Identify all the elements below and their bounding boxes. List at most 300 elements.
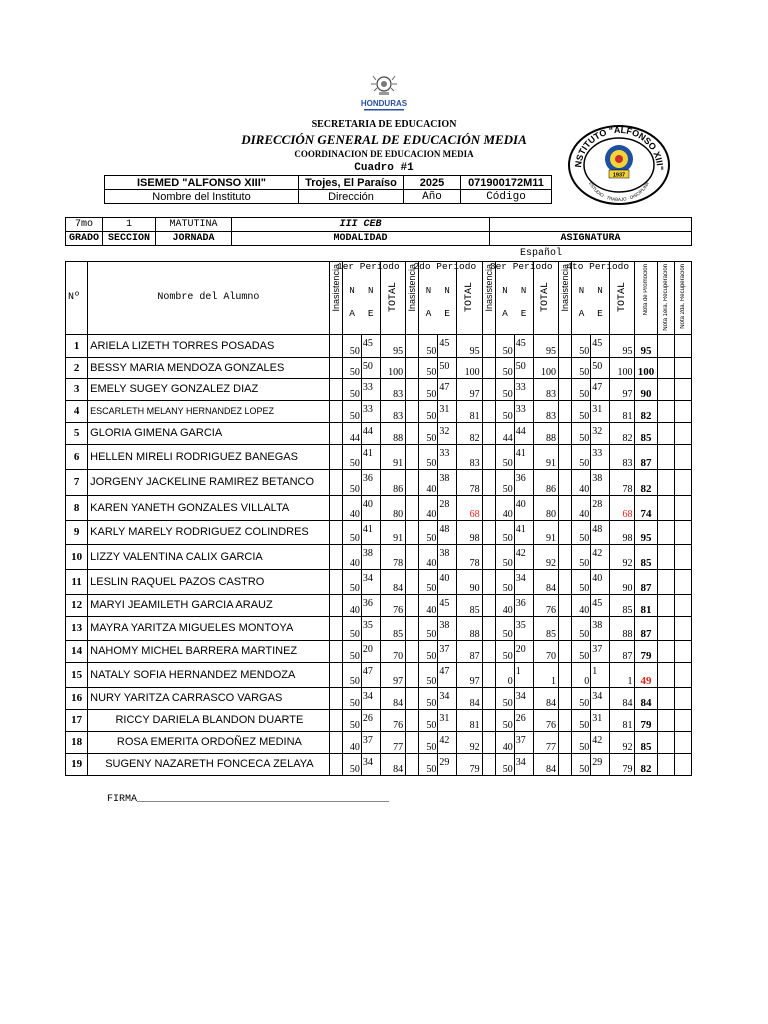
examen-cell: 47 bbox=[591, 378, 610, 400]
total-cell: 80 bbox=[380, 495, 405, 520]
examen-cell: 50 bbox=[438, 357, 457, 378]
label-asignatura: ASIGNATURA bbox=[490, 232, 692, 246]
examen-cell: 31 bbox=[591, 400, 610, 422]
inasistencia-cell bbox=[406, 594, 419, 616]
recuperacion-1-cell bbox=[657, 334, 674, 357]
examen-cell: 35 bbox=[514, 616, 533, 640]
acumulativo-cell: 50 bbox=[342, 378, 361, 400]
grado-value: 7mo bbox=[66, 218, 103, 232]
inasistencia-cell bbox=[559, 357, 572, 378]
inasistencia-cell bbox=[482, 334, 495, 357]
total-cell: 78 bbox=[457, 544, 482, 569]
examen-cell: 20 bbox=[361, 640, 380, 662]
total-cell: 81 bbox=[610, 709, 635, 731]
recuperacion-1-cell bbox=[657, 378, 674, 400]
col-total-2: TOTAL bbox=[457, 262, 482, 335]
subject-label: Español bbox=[520, 248, 563, 259]
acumulativo-cell: 50 bbox=[342, 616, 361, 640]
acumulativo-cell: 0 bbox=[572, 662, 591, 687]
acumulativo-cell: 50 bbox=[419, 444, 438, 469]
acumulativo-cell: 50 bbox=[572, 616, 591, 640]
total-cell: 97 bbox=[457, 378, 482, 400]
acumulativo-cell: 50 bbox=[572, 753, 591, 775]
total-cell: 98 bbox=[610, 520, 635, 544]
examen-cell: 45 bbox=[514, 334, 533, 357]
recuperacion-2-cell bbox=[674, 444, 691, 469]
inasistencia-cell bbox=[406, 662, 419, 687]
inasistencia-cell bbox=[406, 731, 419, 753]
inasistencia-cell bbox=[329, 709, 342, 731]
row-number: 4 bbox=[66, 400, 88, 422]
promocion-cell: 49 bbox=[635, 662, 657, 687]
total-cell: 92 bbox=[457, 731, 482, 753]
acumulativo-cell: 50 bbox=[419, 400, 438, 422]
honduras-logo bbox=[345, 70, 423, 116]
student-name: NATALY SOFIA HERNANDEZ MENDOZA bbox=[88, 662, 330, 687]
student-name: ARIELA LIZETH TORRES POSADAS bbox=[88, 334, 330, 357]
promocion-cell: 84 bbox=[635, 687, 657, 709]
acumulativo-cell: 50 bbox=[419, 640, 438, 662]
promocion-cell: 87 bbox=[635, 569, 657, 594]
col-inasistencia-4: Inasistencia bbox=[559, 262, 572, 335]
inasistencia-cell bbox=[406, 709, 419, 731]
promocion-cell: 82 bbox=[635, 753, 657, 775]
table-row bbox=[66, 520, 692, 544]
inasistencia-cell bbox=[559, 731, 572, 753]
acumulativo-cell: 50 bbox=[342, 520, 361, 544]
examen-cell: 41 bbox=[361, 444, 380, 469]
label-institute-name: Nombre del Instituto bbox=[105, 190, 299, 204]
promocion-cell: 87 bbox=[635, 616, 657, 640]
student-name: LESLIN RAQUEL PAZOS CASTRO bbox=[88, 569, 330, 594]
examen-cell: 42 bbox=[591, 544, 610, 569]
table-row bbox=[66, 731, 692, 753]
examen-cell: 41 bbox=[361, 520, 380, 544]
col-inasistencia-2: Inasistencia bbox=[406, 262, 419, 335]
total-cell: 76 bbox=[380, 709, 405, 731]
examen-cell: 34 bbox=[591, 687, 610, 709]
acumulativo-cell: 50 bbox=[572, 731, 591, 753]
examen-cell: 38 bbox=[438, 616, 457, 640]
promocion-cell: 85 bbox=[635, 422, 657, 444]
examen-cell: 37 bbox=[591, 640, 610, 662]
examen-cell: 20 bbox=[514, 640, 533, 662]
promocion-cell: 74 bbox=[635, 495, 657, 520]
inasistencia-cell bbox=[559, 495, 572, 520]
inasistencia-cell bbox=[329, 422, 342, 444]
recuperacion-1-cell bbox=[657, 520, 674, 544]
total-cell: 95 bbox=[380, 334, 405, 357]
examen-cell: 33 bbox=[514, 400, 533, 422]
examen-cell: 44 bbox=[361, 422, 380, 444]
inasistencia-cell bbox=[482, 594, 495, 616]
total-cell: 78 bbox=[457, 469, 482, 495]
label-grado: GRADO bbox=[66, 232, 103, 246]
periodo-label: 1er Periodo bbox=[337, 261, 400, 272]
examen-cell: 42 bbox=[591, 731, 610, 753]
recuperacion-1-cell bbox=[657, 662, 674, 687]
table-row bbox=[66, 709, 692, 731]
a-label: A bbox=[349, 308, 355, 319]
inasistencia-cell bbox=[329, 753, 342, 775]
inasistencia-cell bbox=[482, 495, 495, 520]
examen-cell: 34 bbox=[361, 753, 380, 775]
examen-cell: 40 bbox=[591, 569, 610, 594]
inasistencia-cell bbox=[329, 357, 342, 378]
recuperacion-2-cell bbox=[674, 544, 691, 569]
inasistencia-cell bbox=[406, 544, 419, 569]
recuperacion-2-cell bbox=[674, 378, 691, 400]
acumulativo-cell: 40 bbox=[572, 495, 591, 520]
examen-cell: 33 bbox=[514, 378, 533, 400]
institute-code: 071900172M11 bbox=[461, 176, 552, 190]
total-cell: 84 bbox=[533, 687, 558, 709]
examen-cell: 28 bbox=[438, 495, 457, 520]
student-name: LIZZY VALENTINA CALIX GARCIA bbox=[88, 544, 330, 569]
inasistencia-cell bbox=[559, 378, 572, 400]
periodo-label: 2do Periodo bbox=[413, 261, 477, 272]
promocion-cell: 100 bbox=[635, 357, 657, 378]
inasistencia-cell bbox=[482, 569, 495, 594]
acumulativo-cell: 50 bbox=[572, 378, 591, 400]
inasistencia-cell bbox=[559, 544, 572, 569]
acumulativo-cell: 44 bbox=[342, 422, 361, 444]
inasistencia-cell bbox=[559, 640, 572, 662]
total-cell: 100 bbox=[457, 357, 482, 378]
recuperacion-1-cell bbox=[657, 731, 674, 753]
inasistencia-cell bbox=[482, 616, 495, 640]
inasistencia-cell bbox=[329, 594, 342, 616]
inasistencia-cell bbox=[406, 640, 419, 662]
acumulativo-cell: 50 bbox=[419, 709, 438, 731]
student-name: MARYI JEAMILETH GARCIA ARAUZ bbox=[88, 594, 330, 616]
acumulativo-cell: 50 bbox=[342, 469, 361, 495]
total-cell: 84 bbox=[380, 687, 405, 709]
promocion-cell: 81 bbox=[635, 594, 657, 616]
examen-cell: 48 bbox=[438, 520, 457, 544]
seal-year: 1937 bbox=[612, 172, 626, 179]
acumulativo-cell: 50 bbox=[495, 544, 514, 569]
promocion-cell: 82 bbox=[635, 469, 657, 495]
inasistencia-cell bbox=[559, 400, 572, 422]
row-number: 3 bbox=[66, 378, 88, 400]
table-row bbox=[66, 357, 692, 378]
label-location: Dirección bbox=[299, 190, 404, 204]
row-number: 8 bbox=[66, 495, 88, 520]
acumulativo-cell: 40 bbox=[419, 495, 438, 520]
examen-cell: 34 bbox=[514, 687, 533, 709]
inasistencia-cell bbox=[482, 469, 495, 495]
inasistencia-cell bbox=[482, 520, 495, 544]
student-name: EMELY SUGEY GONZALEZ DIAZ bbox=[88, 378, 330, 400]
row-number: 14 bbox=[66, 640, 88, 662]
acumulativo-cell: 40 bbox=[495, 731, 514, 753]
seal-ring-text: NSTITUTO "ALFONSO XIII" bbox=[572, 124, 666, 171]
institute-seal bbox=[565, 123, 673, 205]
total-cell: 85 bbox=[380, 616, 405, 640]
examen-cell: 41 bbox=[514, 520, 533, 544]
examen-cell: 38 bbox=[438, 469, 457, 495]
row-number: 16 bbox=[66, 687, 88, 709]
inasistencia-cell bbox=[482, 709, 495, 731]
examen-cell: 32 bbox=[591, 422, 610, 444]
row-number: 5 bbox=[66, 422, 88, 444]
promocion-cell: 95 bbox=[635, 334, 657, 357]
examen-cell: 29 bbox=[438, 753, 457, 775]
total-cell: 70 bbox=[380, 640, 405, 662]
examen-cell: 26 bbox=[361, 709, 380, 731]
acumulativo-cell: 50 bbox=[419, 569, 438, 594]
acumulativo-cell: 50 bbox=[495, 569, 514, 594]
acumulativo-cell: 40 bbox=[572, 594, 591, 616]
examen-cell: 28 bbox=[591, 495, 610, 520]
row-number: 2 bbox=[66, 357, 88, 378]
acumulativo-cell: 50 bbox=[342, 753, 361, 775]
student-name: MAYRA YARITZA MIGUELES MONTOYA bbox=[88, 616, 330, 640]
col-total-4: TOTAL bbox=[610, 262, 635, 335]
col-inasistencia-1: Inasistencia bbox=[329, 262, 342, 335]
inasistencia-cell bbox=[406, 334, 419, 357]
total-cell: 1 bbox=[533, 662, 558, 687]
total-cell: 88 bbox=[380, 422, 405, 444]
total-cell: 83 bbox=[380, 378, 405, 400]
promocion-cell: 79 bbox=[635, 709, 657, 731]
inasistencia-cell bbox=[329, 334, 342, 357]
total-cell: 91 bbox=[380, 444, 405, 469]
examen-cell: 45 bbox=[591, 334, 610, 357]
student-name: KARLY MARELY RODRIGUEZ COLINDRES bbox=[88, 520, 330, 544]
seccion-value: 1 bbox=[103, 218, 156, 232]
acumulativo-cell: 50 bbox=[342, 357, 361, 378]
acumulativo-cell: 50 bbox=[342, 687, 361, 709]
examen-cell: 38 bbox=[361, 544, 380, 569]
recuperacion-1-cell bbox=[657, 616, 674, 640]
examen-cell: 37 bbox=[361, 731, 380, 753]
row-number: 7 bbox=[66, 469, 88, 495]
total-cell: 88 bbox=[457, 616, 482, 640]
student-name: GLORIA GIMENA GARCIA bbox=[88, 422, 330, 444]
coordinacion-title: COORDINACION DE EDUCACION MEDIA bbox=[294, 149, 474, 159]
inasistencia-cell bbox=[406, 569, 419, 594]
total-cell: 90 bbox=[610, 569, 635, 594]
examen-cell: 45 bbox=[438, 594, 457, 616]
total-cell: 80 bbox=[533, 495, 558, 520]
table-row bbox=[66, 594, 692, 616]
examen-cell: 47 bbox=[361, 662, 380, 687]
inasistencia-cell bbox=[482, 662, 495, 687]
recuperacion-2-cell bbox=[674, 731, 691, 753]
recuperacion-2-cell bbox=[674, 495, 691, 520]
acumulativo-cell: 50 bbox=[342, 334, 361, 357]
table-row bbox=[66, 662, 692, 687]
table-row bbox=[66, 753, 692, 775]
grades-table bbox=[65, 261, 692, 776]
acumulativo-cell: 44 bbox=[495, 422, 514, 444]
inasistencia-cell bbox=[482, 357, 495, 378]
col-num: Nº bbox=[66, 262, 88, 335]
row-number: 15 bbox=[66, 662, 88, 687]
promocion-cell: 85 bbox=[635, 731, 657, 753]
col-promocion: Nota de Promoción bbox=[635, 262, 657, 335]
acumulativo-cell: 50 bbox=[419, 334, 438, 357]
total-cell: 91 bbox=[380, 520, 405, 544]
institute-year: 2025 bbox=[404, 176, 461, 190]
row-number: 17 bbox=[66, 709, 88, 731]
table-row bbox=[66, 544, 692, 569]
inasistencia-cell bbox=[559, 709, 572, 731]
n-label: N bbox=[444, 286, 450, 296]
acumulativo-cell: 50 bbox=[495, 753, 514, 775]
examen-cell: 34 bbox=[514, 753, 533, 775]
jornada-value: MATUTINA bbox=[156, 218, 232, 232]
inasistencia-cell bbox=[406, 687, 419, 709]
table-row bbox=[66, 444, 692, 469]
inasistencia-cell bbox=[482, 731, 495, 753]
inasistencia-cell bbox=[482, 687, 495, 709]
examen-cell: 38 bbox=[591, 469, 610, 495]
examen-cell: 31 bbox=[438, 709, 457, 731]
examen-cell: 34 bbox=[361, 569, 380, 594]
inasistencia-cell bbox=[329, 687, 342, 709]
inasistencia-cell bbox=[329, 520, 342, 544]
student-name: BESSY MARIA MENDOZA GONZALES bbox=[88, 357, 330, 378]
promocion-cell: 79 bbox=[635, 640, 657, 662]
acumulativo-cell: 50 bbox=[572, 422, 591, 444]
recuperacion-1-cell bbox=[657, 753, 674, 775]
total-cell: 83 bbox=[533, 378, 558, 400]
row-number: 10 bbox=[66, 544, 88, 569]
inasistencia-cell bbox=[329, 731, 342, 753]
total-cell: 90 bbox=[457, 569, 482, 594]
total-cell: 84 bbox=[533, 753, 558, 775]
examen-cell: 50 bbox=[361, 357, 380, 378]
table-row bbox=[66, 422, 692, 444]
acumulativo-cell: 50 bbox=[495, 357, 514, 378]
acumulativo-cell: 0 bbox=[495, 662, 514, 687]
row-number: 1 bbox=[66, 334, 88, 357]
inasistencia-cell bbox=[406, 495, 419, 520]
inasistencia-cell bbox=[559, 616, 572, 640]
inasistencia-cell bbox=[482, 400, 495, 422]
acumulativo-cell: 40 bbox=[572, 469, 591, 495]
acumulativo-cell: 50 bbox=[495, 520, 514, 544]
total-cell: 76 bbox=[533, 709, 558, 731]
recuperacion-2-cell bbox=[674, 687, 691, 709]
inasistencia-cell bbox=[559, 753, 572, 775]
cuadro-title: Cuadro #1 bbox=[354, 162, 414, 174]
student-name: ESCARLETH MELANY HERNANDEZ LOPEZ bbox=[88, 400, 330, 422]
total-cell: 88 bbox=[610, 616, 635, 640]
total-cell: 76 bbox=[533, 594, 558, 616]
acumulativo-cell: 40 bbox=[342, 495, 361, 520]
group-info-table bbox=[65, 217, 692, 246]
recuperacion-2-cell bbox=[674, 422, 691, 444]
promocion-cell: 95 bbox=[635, 520, 657, 544]
table-row bbox=[66, 495, 692, 520]
acumulativo-cell: 50 bbox=[572, 709, 591, 731]
acumulativo-cell: 40 bbox=[419, 544, 438, 569]
acumulativo-cell: 50 bbox=[419, 662, 438, 687]
inasistencia-cell bbox=[559, 594, 572, 616]
acumulativo-cell: 40 bbox=[495, 495, 514, 520]
e-label: E bbox=[597, 308, 603, 319]
col-total-1: TOTAL bbox=[380, 262, 405, 335]
inasistencia-cell bbox=[406, 753, 419, 775]
recuperacion-1-cell bbox=[657, 687, 674, 709]
acumulativo-cell: 40 bbox=[342, 594, 361, 616]
row-number: 19 bbox=[66, 753, 88, 775]
inasistencia-cell bbox=[406, 444, 419, 469]
student-name: NAHOMY MICHEL BARRERA MARTINEZ bbox=[88, 640, 330, 662]
acumulativo-cell: 50 bbox=[419, 731, 438, 753]
inasistencia-cell bbox=[406, 616, 419, 640]
recuperacion-2-cell bbox=[674, 662, 691, 687]
total-cell: 84 bbox=[380, 753, 405, 775]
total-cell: 84 bbox=[533, 569, 558, 594]
total-cell: 92 bbox=[533, 544, 558, 569]
examen-cell: 50 bbox=[514, 357, 533, 378]
table-row bbox=[66, 400, 692, 422]
examen-cell: 36 bbox=[361, 469, 380, 495]
label-year: Año bbox=[404, 190, 461, 204]
examen-cell: 37 bbox=[438, 640, 457, 662]
acumulativo-cell: 50 bbox=[572, 640, 591, 662]
row-number: 6 bbox=[66, 444, 88, 469]
acumulativo-cell: 50 bbox=[495, 334, 514, 357]
total-cell: 86 bbox=[533, 469, 558, 495]
acumulativo-cell: 50 bbox=[495, 709, 514, 731]
total-cell: 70 bbox=[533, 640, 558, 662]
row-number: 18 bbox=[66, 731, 88, 753]
acumulativo-cell: 50 bbox=[495, 469, 514, 495]
table-row bbox=[66, 687, 692, 709]
asignatura-value bbox=[490, 218, 692, 232]
examen-cell: 36 bbox=[361, 594, 380, 616]
total-cell: 97 bbox=[457, 662, 482, 687]
inasistencia-cell bbox=[482, 544, 495, 569]
promocion-cell: 85 bbox=[635, 544, 657, 569]
acumulativo-cell: 50 bbox=[419, 753, 438, 775]
recuperacion-2-cell bbox=[674, 469, 691, 495]
total-cell: 95 bbox=[610, 334, 635, 357]
institute-location: Trojes, El Paraíso bbox=[299, 176, 404, 190]
inasistencia-cell bbox=[482, 753, 495, 775]
total-cell: 79 bbox=[610, 753, 635, 775]
n-label: N bbox=[502, 286, 508, 296]
e-label: E bbox=[520, 308, 527, 319]
table-row bbox=[66, 378, 692, 400]
total-cell: 85 bbox=[457, 594, 482, 616]
total-cell: 82 bbox=[610, 422, 635, 444]
total-cell: 86 bbox=[380, 469, 405, 495]
n-label: N bbox=[367, 286, 374, 296]
examen-cell: 32 bbox=[438, 422, 457, 444]
institute-name: ISEMED "ALFONSO XIII" bbox=[105, 176, 299, 190]
label-code: Código bbox=[461, 190, 552, 204]
acumulativo-cell: 50 bbox=[572, 687, 591, 709]
total-cell: 100 bbox=[533, 357, 558, 378]
recuperacion-1-cell bbox=[657, 544, 674, 569]
acumulativo-cell: 40 bbox=[342, 544, 361, 569]
examen-cell: 26 bbox=[514, 709, 533, 731]
examen-cell: 34 bbox=[361, 687, 380, 709]
total-cell: 97 bbox=[380, 662, 405, 687]
acumulativo-cell: 50 bbox=[419, 422, 438, 444]
acumulativo-cell: 50 bbox=[342, 709, 361, 731]
student-name: ROSA EMERITA ORDOÑEZ MEDINA bbox=[88, 731, 330, 753]
examen-cell: 40 bbox=[361, 495, 380, 520]
total-cell: 79 bbox=[457, 753, 482, 775]
